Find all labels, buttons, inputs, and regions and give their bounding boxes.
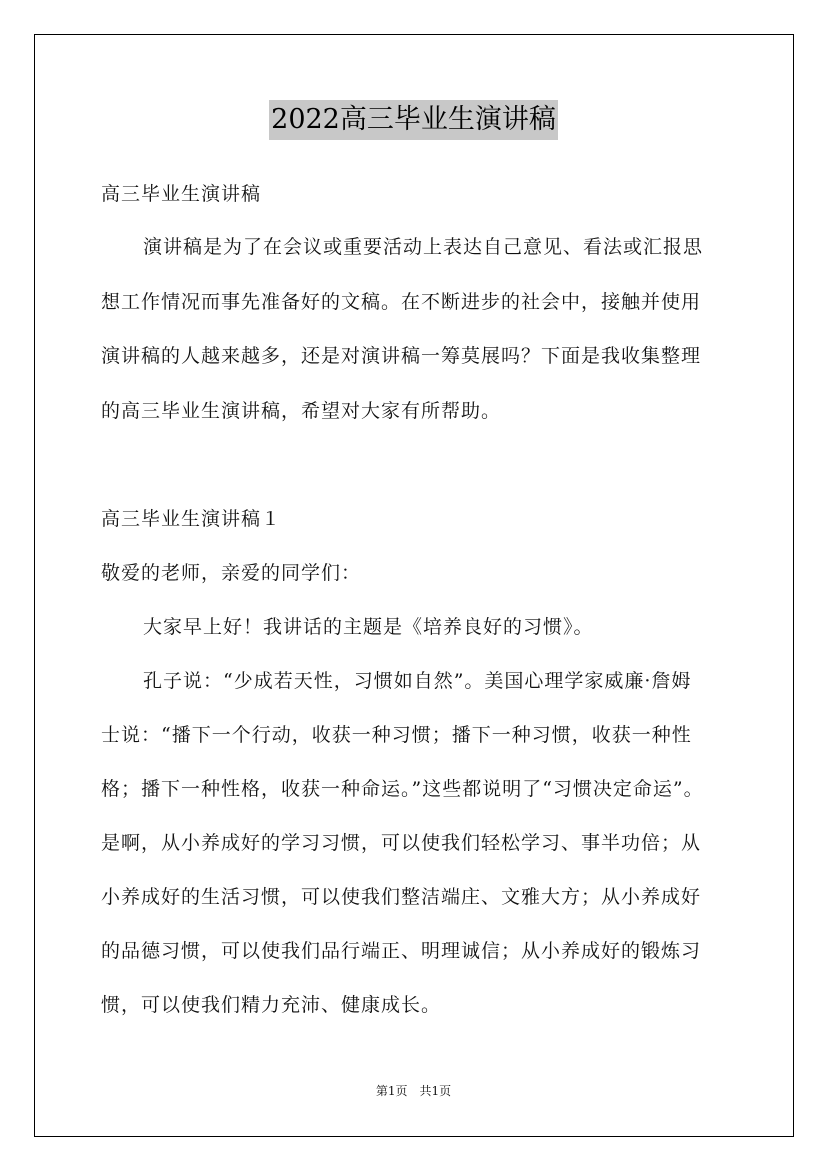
body-line: 士说：“播下一个行动，收获一种习惯；播下一种习惯，收获一种性: [101, 724, 692, 746]
body-line: 惯，可以使我们精力充沛、健康成长。: [101, 994, 442, 1016]
greeting: 敬爱的老师，亲爱的同学们：: [101, 562, 362, 584]
body-line: 大家早上好！我讲话的主题是《培养良好的习惯》。: [143, 616, 594, 638]
page-footer: 第1页 共1页: [375, 1084, 452, 1098]
section-heading: 高三毕业生演讲稿１: [101, 508, 282, 530]
body-line: 是啊，从小养成好的学习习惯，可以使我们轻松学习、事半功倍；从: [101, 832, 702, 854]
document-title: 2022高三毕业生演讲稿: [269, 100, 558, 140]
body-line: 的品德习惯，可以使我们品行端正、明理诚信；从小养成好的锻炼习: [101, 940, 702, 962]
body-line: 小养成好的生活习惯，可以使我们整洁端庄、文雅大方；从小养成好: [101, 886, 702, 908]
intro-line: 演讲稿是为了在会议或重要活动上表达自己意见、看法或汇报思: [143, 236, 704, 258]
intro-line: 的高三毕业生演讲稿，希望对大家有所帮助。: [101, 400, 502, 422]
title-container: [0, 100, 827, 140]
intro-line: 演讲稿的人越来越多，还是对演讲稿一筹莫展吗？下面是我收集整理: [101, 345, 702, 367]
body-line: 格；播下一种性格，收获一种命运。”这些都说明了“习惯决定命运”。: [101, 778, 704, 800]
body-line: 孔子说：“少成若天性，习惯如自然”。美国心理学家威廉·詹姆: [143, 670, 692, 692]
intro-line: 想工作情况而事先准备好的文稿。在不断进步的社会中，接触并使用: [101, 291, 702, 313]
subtitle: 高三毕业生演讲稿: [101, 183, 262, 205]
